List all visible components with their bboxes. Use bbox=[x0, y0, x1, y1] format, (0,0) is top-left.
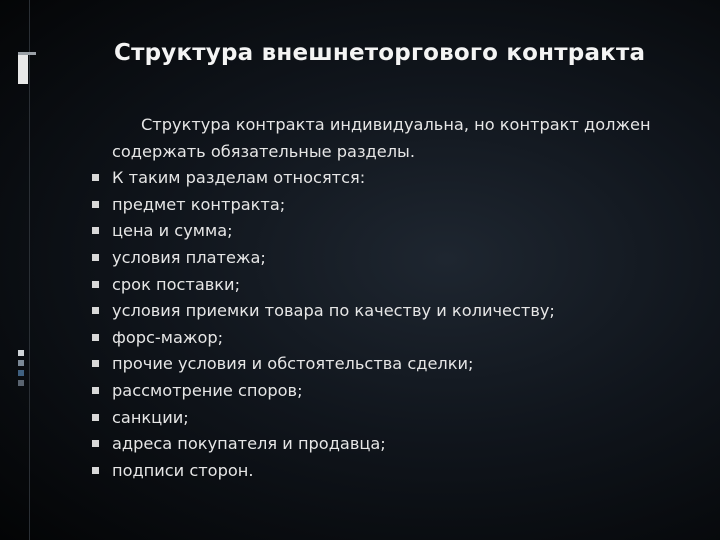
square-bullet-icon bbox=[92, 360, 99, 367]
deco-square bbox=[18, 350, 24, 356]
list-item bbox=[92, 431, 692, 458]
list-item bbox=[92, 298, 692, 325]
slide-title: Структура внешнеторгового контракта bbox=[114, 40, 646, 66]
square-bullet-icon bbox=[92, 440, 99, 447]
list-item bbox=[92, 405, 692, 432]
square-bullet-icon bbox=[92, 307, 99, 314]
accent-stripe bbox=[18, 52, 36, 55]
list-item bbox=[92, 218, 692, 245]
list-item-text: прочие условия и обстоятельства сделки; bbox=[112, 354, 474, 374]
list-item-text: предмет контракта; bbox=[112, 194, 286, 214]
list-item-text: срок поставки; bbox=[112, 274, 241, 294]
decorative-sidebar bbox=[0, 0, 40, 540]
square-bullet-icon bbox=[92, 201, 99, 208]
list-item-text: К таким разделам относятся: bbox=[112, 168, 366, 188]
square-bullet-icon bbox=[92, 334, 99, 341]
list-item-text: условия приемки товара по качеству и количеству; bbox=[112, 301, 555, 321]
list-item-text: санкции; bbox=[112, 407, 189, 427]
intro-line: содержать обязательные разделы. bbox=[112, 141, 415, 161]
deco-square bbox=[18, 380, 24, 386]
deco-square bbox=[18, 360, 24, 366]
square-bullet-icon bbox=[92, 227, 99, 234]
square-bullet-icon bbox=[92, 281, 99, 288]
list-item bbox=[92, 192, 692, 219]
square-bullet-icon bbox=[92, 387, 99, 394]
accent-block bbox=[18, 52, 28, 84]
intro-paragraph bbox=[92, 112, 692, 165]
square-bullet-icon bbox=[92, 254, 99, 261]
list-item bbox=[92, 165, 692, 192]
list-item-text: адреса покупателя и продавца; bbox=[112, 434, 386, 454]
list-item bbox=[92, 458, 692, 485]
vertical-rule bbox=[29, 0, 30, 540]
list-item-text: подписи сторон. bbox=[112, 460, 254, 480]
list-item bbox=[92, 272, 692, 299]
list-item-text: цена и сумма; bbox=[112, 221, 233, 241]
list-item bbox=[92, 378, 692, 405]
deco-square bbox=[18, 370, 24, 376]
bullet-list bbox=[92, 165, 692, 484]
list-item-text: форс-мажор; bbox=[112, 327, 224, 347]
list-item bbox=[92, 325, 692, 352]
list-item bbox=[92, 245, 692, 272]
square-bullet-icon bbox=[92, 414, 99, 421]
list-item-text: условия платежа; bbox=[112, 247, 266, 267]
list-item-text: рассмотрение споров; bbox=[112, 380, 303, 400]
list-item bbox=[92, 351, 692, 378]
square-bullet-icon bbox=[92, 174, 99, 181]
slide-body bbox=[92, 112, 692, 484]
intro-line: Структура контракта индивидуальна, но контракт должен bbox=[141, 115, 651, 134]
square-bullet-icon bbox=[92, 467, 99, 474]
